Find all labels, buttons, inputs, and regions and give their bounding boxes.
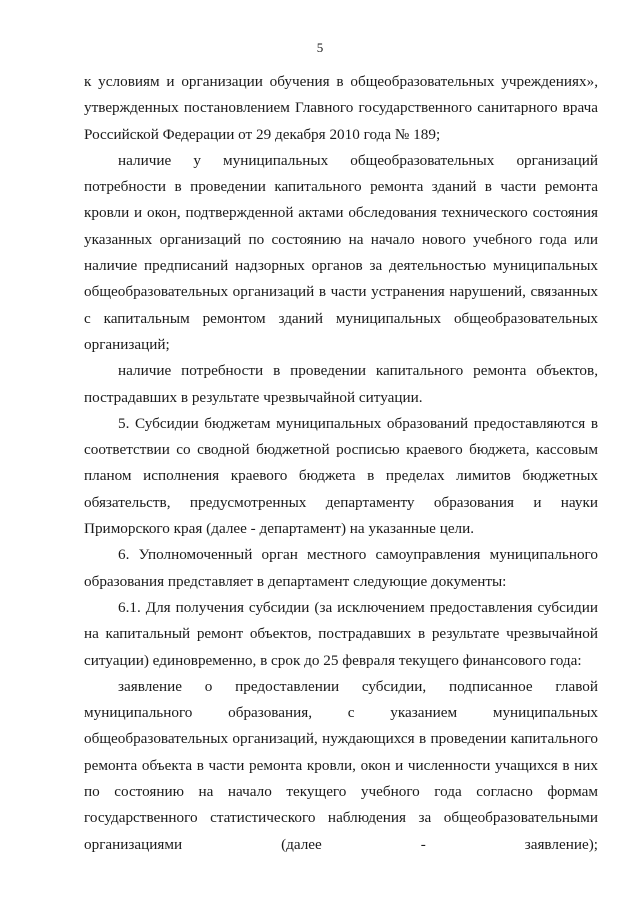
paragraph-item-6: 6. Уполномоченный орган местного самоуправления муниципального образования представляет в департамент следующие документы: bbox=[84, 546, 598, 590]
paragraph-roof-window-need: наличие у муниципальных общеобразовательных организаций потребности в проведении капитального ремонта зданий в части ремонта кровли и окон, подтвержденной актами обследования технического состояния указанных организаций по состоянию на начало нового учебного года или наличие предписаний надзорных органов за деятельностью муниципальных общеобразовательных организаций в части устранения нарушений, связанных с капитальным ремонтом зданий муниципальных общеобразовательных организаций; bbox=[84, 151, 598, 353]
paragraph-item-5: 5. Субсидии бюджетам муниципальных образований предоставляются в соответствии со сводной бюджетной росписью краевого бюджета, кассовым планом исполнения краевого бюджета в пределах лимитов бюджетных обязательств, предусмотренных департаменту образования и науки Приморского края (далее - департамент) на указанные цели. bbox=[84, 414, 598, 538]
paragraph-item-6-1: 6.1. Для получения субсидии (за исключением предоставления субсидии на капитальный ремонт объектов, пострадавших в результате чрезвычайной ситуации) единовременно, в срок до 25 февраля текущего финансового года: bbox=[84, 598, 598, 669]
paragraph-sanitary-rules: к условиям и организации обучения в общеобразовательных учреждениях», утвержденных постановлением Главного государственного санитарного врача Российской Федерации от 29 декабря 2010 года № 189; bbox=[84, 73, 598, 143]
paragraph-application: заявление о предоставлении субсидии, подписанное главой муниципального образования, с указанием муниципальных общеобразовательных организаций, нуждающихся в проведении капитального ремонта объекта в части ремонта кровли, окон и численности учащихся в них по состоянию на начало текущего учебного года согласно формам государственного статистического наблюдения за общеобразовательными организациями (далее - заявление); bbox=[84, 677, 598, 853]
paragraph-emergency-need: наличие потребности в проведении капитального ремонта объектов, пострадавших в результате чрезвычайной ситуации. bbox=[84, 362, 598, 406]
page-number: 5 bbox=[316, 40, 324, 55]
document-body bbox=[84, 69, 598, 858]
